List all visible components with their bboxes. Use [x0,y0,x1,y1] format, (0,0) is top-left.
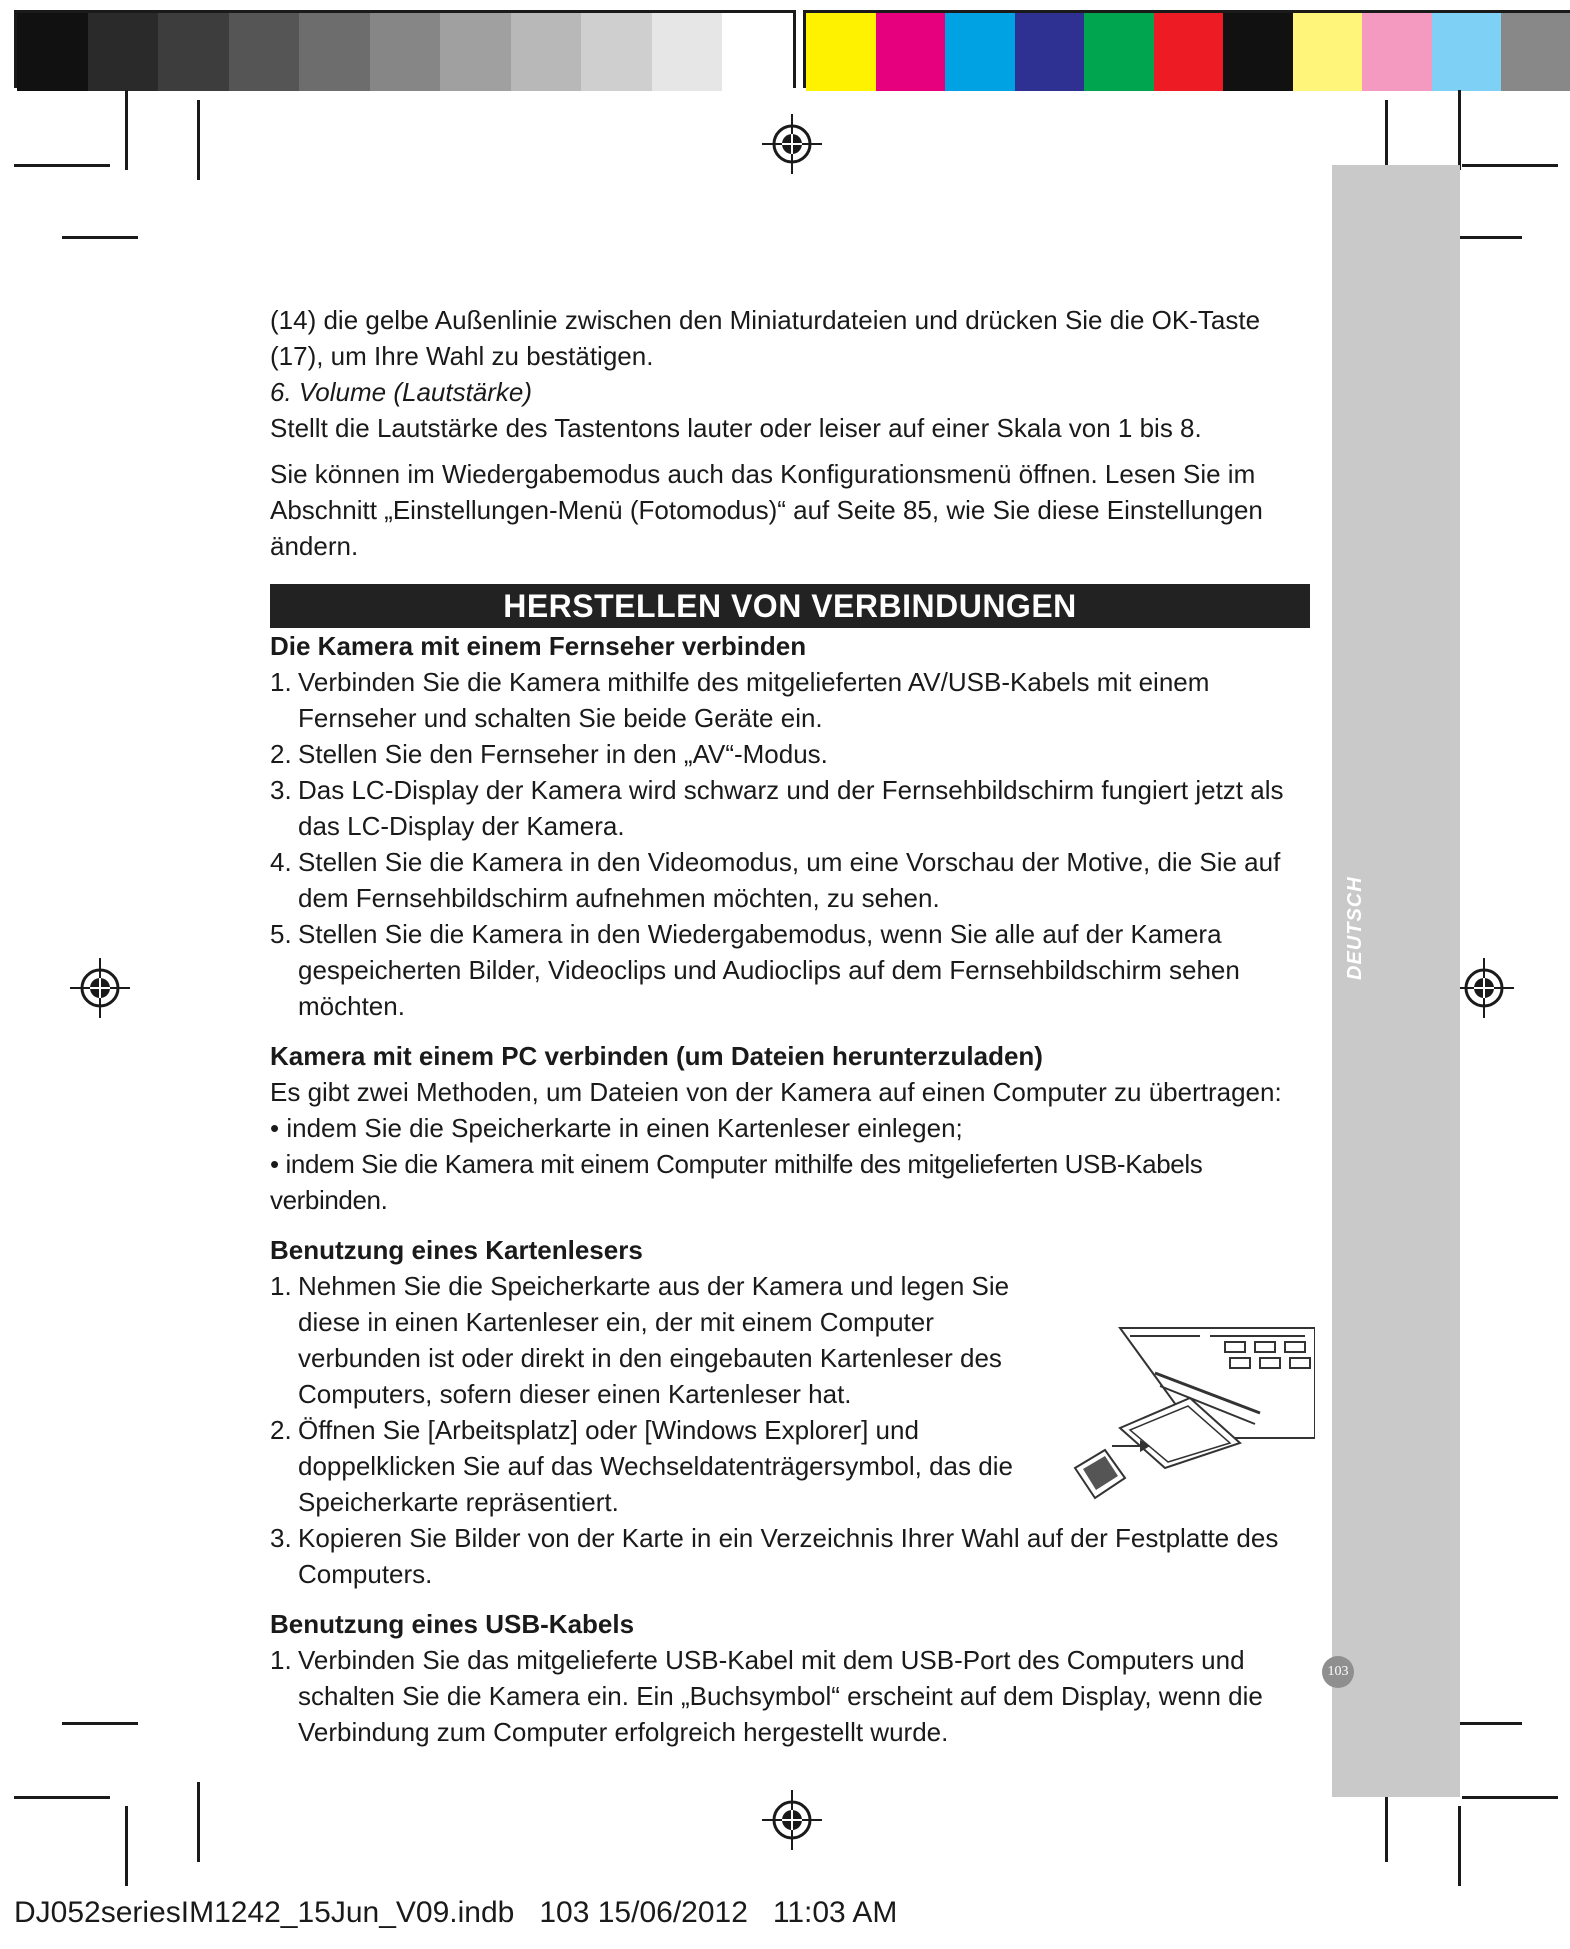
step-number: 1. [270,1271,292,1301]
crop-mark [62,1722,138,1725]
list-item [270,1520,1310,1592]
card-reader-illustration [1050,1318,1315,1518]
card-reader-step3-list [270,1520,1310,1592]
step-number: 1. [270,1645,292,1675]
color-swatch [1362,13,1432,91]
step-number: 2. [270,1415,292,1445]
step-text: Kopieren Sie Bilder von der Karte in ein Verzeichnis Ihrer Wahl auf der Festplatte des Computers. [298,1523,1279,1589]
color-swatch [652,13,723,91]
crop-mark [62,236,138,239]
color-swatch [17,13,88,91]
color-swatch [158,13,229,91]
color-swatch [440,13,511,91]
crop-mark [14,1796,110,1799]
pc-heading: Kamera mit einem PC verbinden (um Dateien herunterzuladen) [270,1041,1043,1071]
page-number: 103 [1322,1656,1354,1688]
pc-methods-list [270,1110,1310,1218]
crop-mark [14,164,110,167]
step-number: 5. [270,919,292,949]
crop-mark [1462,1796,1558,1799]
tv-steps-list [270,664,1310,1024]
color-swatch [1015,13,1085,91]
usb-steps-list [270,1642,1310,1750]
step-text: Nehmen Sie die Speicherkarte aus der Kamera und legen Sie diese in einen Kartenleser ein, der mit einem Computer verbunden ist oder direkt in den eingebauten Kartenleser des Computers, sofern dieser einen Kartenleser hat. [298,1271,1010,1409]
color-swatch [1432,13,1502,91]
color-swatch [88,13,159,91]
color-swatch [1084,13,1154,91]
list-item [270,1268,1030,1412]
list-item [270,916,1310,1024]
list-item [270,844,1310,916]
print-slug-footer: DJ052seriesIM1242_15Jun_V09.indb 103 15/06/2012 11:03 AM [14,1896,898,1929]
step-text: Stellen Sie den Fernseher in den „AV“-Modus. [298,739,828,769]
section-title: HERSTELLEN VON VERBINDUNGEN [503,588,1077,624]
step-text: Stellen Sie die Kamera in den Wiedergabemodus, wenn Sie alle auf der Kamera gespeicherten Bilder, Videoclips und Audioclips auf dem Fernsehbildschirm sehen möchten. [298,919,1240,1021]
section-title-bar [270,584,1310,628]
step-text: Öffnen Sie [Arbeitsplatz] oder [Windows Explorer] und doppelklicken Sie auf das Wechseldatenträgersymbol, das die Speicherkarte repräsentiert. [298,1415,1013,1517]
step-number: 4. [270,847,292,877]
color-swatch [945,13,1015,91]
crop-mark [1458,90,1461,170]
color-swatch [876,13,946,91]
crop-mark [125,90,128,170]
registration-mark-icon [762,1790,822,1850]
step-text: Verbinden Sie das mitgelieferte USB-Kabel mit dem USB-Port des Computers und schalten Sie die Kamera ein. Ein „Buchsymbol“ erscheint auf dem Display, wenn die Verbindung zum Computer erfolgreich hergestellt wurde. [298,1645,1263,1747]
list-item [270,736,1310,772]
step-text: Stellen Sie die Kamera in den Videomodus, um eine Vorschau der Motive, die Sie auf dem Fernsehbildschirm aufnehmen möchten, zu sehen. [298,847,1281,913]
list-item [270,1412,1030,1520]
color-swatch [229,13,300,91]
color-swatch [806,13,876,91]
tv-heading: Die Kamera mit einem Fernseher verbinden [270,631,807,661]
color-swatch [722,13,793,91]
color-swatch [370,13,441,91]
color-swatch [299,13,370,91]
step-text: Verbinden Sie die Kamera mithilfe des mitgelieferten AV/USB-Kabels mit einem Fernseher und schalten Sie beide Geräte ein. [298,667,1210,733]
color-swatch [1501,13,1570,91]
intro-line: (17), um Ihre Wahl zu bestätigen. [270,341,654,371]
list-item [270,772,1310,844]
color-swatch [1293,13,1363,91]
registration-mark-icon [1454,958,1514,1018]
step-number: 3. [270,1523,292,1553]
language-sidebar [1332,165,1460,1797]
intro-line: (14) die gelbe Außenlinie zwischen den Miniaturdateien und drücken Sie die OK-Taste [270,305,1261,335]
manual-page-content [270,302,1310,1750]
registration-mark-icon [762,114,822,174]
color-swatch [1223,13,1293,91]
step-number: 3. [270,775,292,805]
step-number: 1. [270,667,292,697]
step-number: 2. [270,739,292,769]
volume-text: Stellt die Lautstärke des Tastentons lauter oder leiser auf einer Skala von 1 bis 8. [270,413,1202,443]
card-reader-block [270,1268,1310,1520]
color-swatch [511,13,582,91]
card-reader-steps-list [270,1268,1030,1520]
color-swatch [1154,13,1224,91]
step-text: Das LC-Display der Kamera wird schwarz und der Fernsehbildschirm fungiert jetzt als das LC-Display der Kamera. [298,775,1284,841]
list-item: • indem Sie die Kamera mit einem Computer mithilfe des mitgelieferten USB-Kabels verbinden. [270,1146,1310,1218]
card-reader-heading: Benutzung eines Kartenlesers [270,1235,643,1265]
pc-intro: Es gibt zwei Methoden, um Dateien von der Kamera auf einen Computer zu übertragen: [270,1077,1282,1107]
crop-mark [197,1782,200,1862]
crop-mark [197,100,200,180]
crop-mark [1462,164,1558,167]
grayscale-calibration-bar [14,10,796,88]
list-item: • indem Sie die Speicherkarte in einen Kartenleser einlegen; [270,1110,1310,1146]
usb-heading: Benutzung eines USB-Kabels [270,1609,635,1639]
config-text: Sie können im Wiedergabemodus auch das Konfigurationsmenü öffnen. Lesen Sie im Abschnitt „Einstellungen-Menü (Fotomodus)“ auf Seite 85, wie Sie diese Einstellungen ändern. [270,459,1263,561]
color-swatch [581,13,652,91]
registration-mark-icon [70,958,130,1018]
crop-mark [125,1806,128,1886]
list-item [270,664,1310,736]
color-calibration-bar [803,10,1570,88]
crop-mark [1458,1806,1461,1886]
list-item [270,1642,1310,1750]
volume-heading: 6. Volume (Lautstärke) [270,377,533,407]
